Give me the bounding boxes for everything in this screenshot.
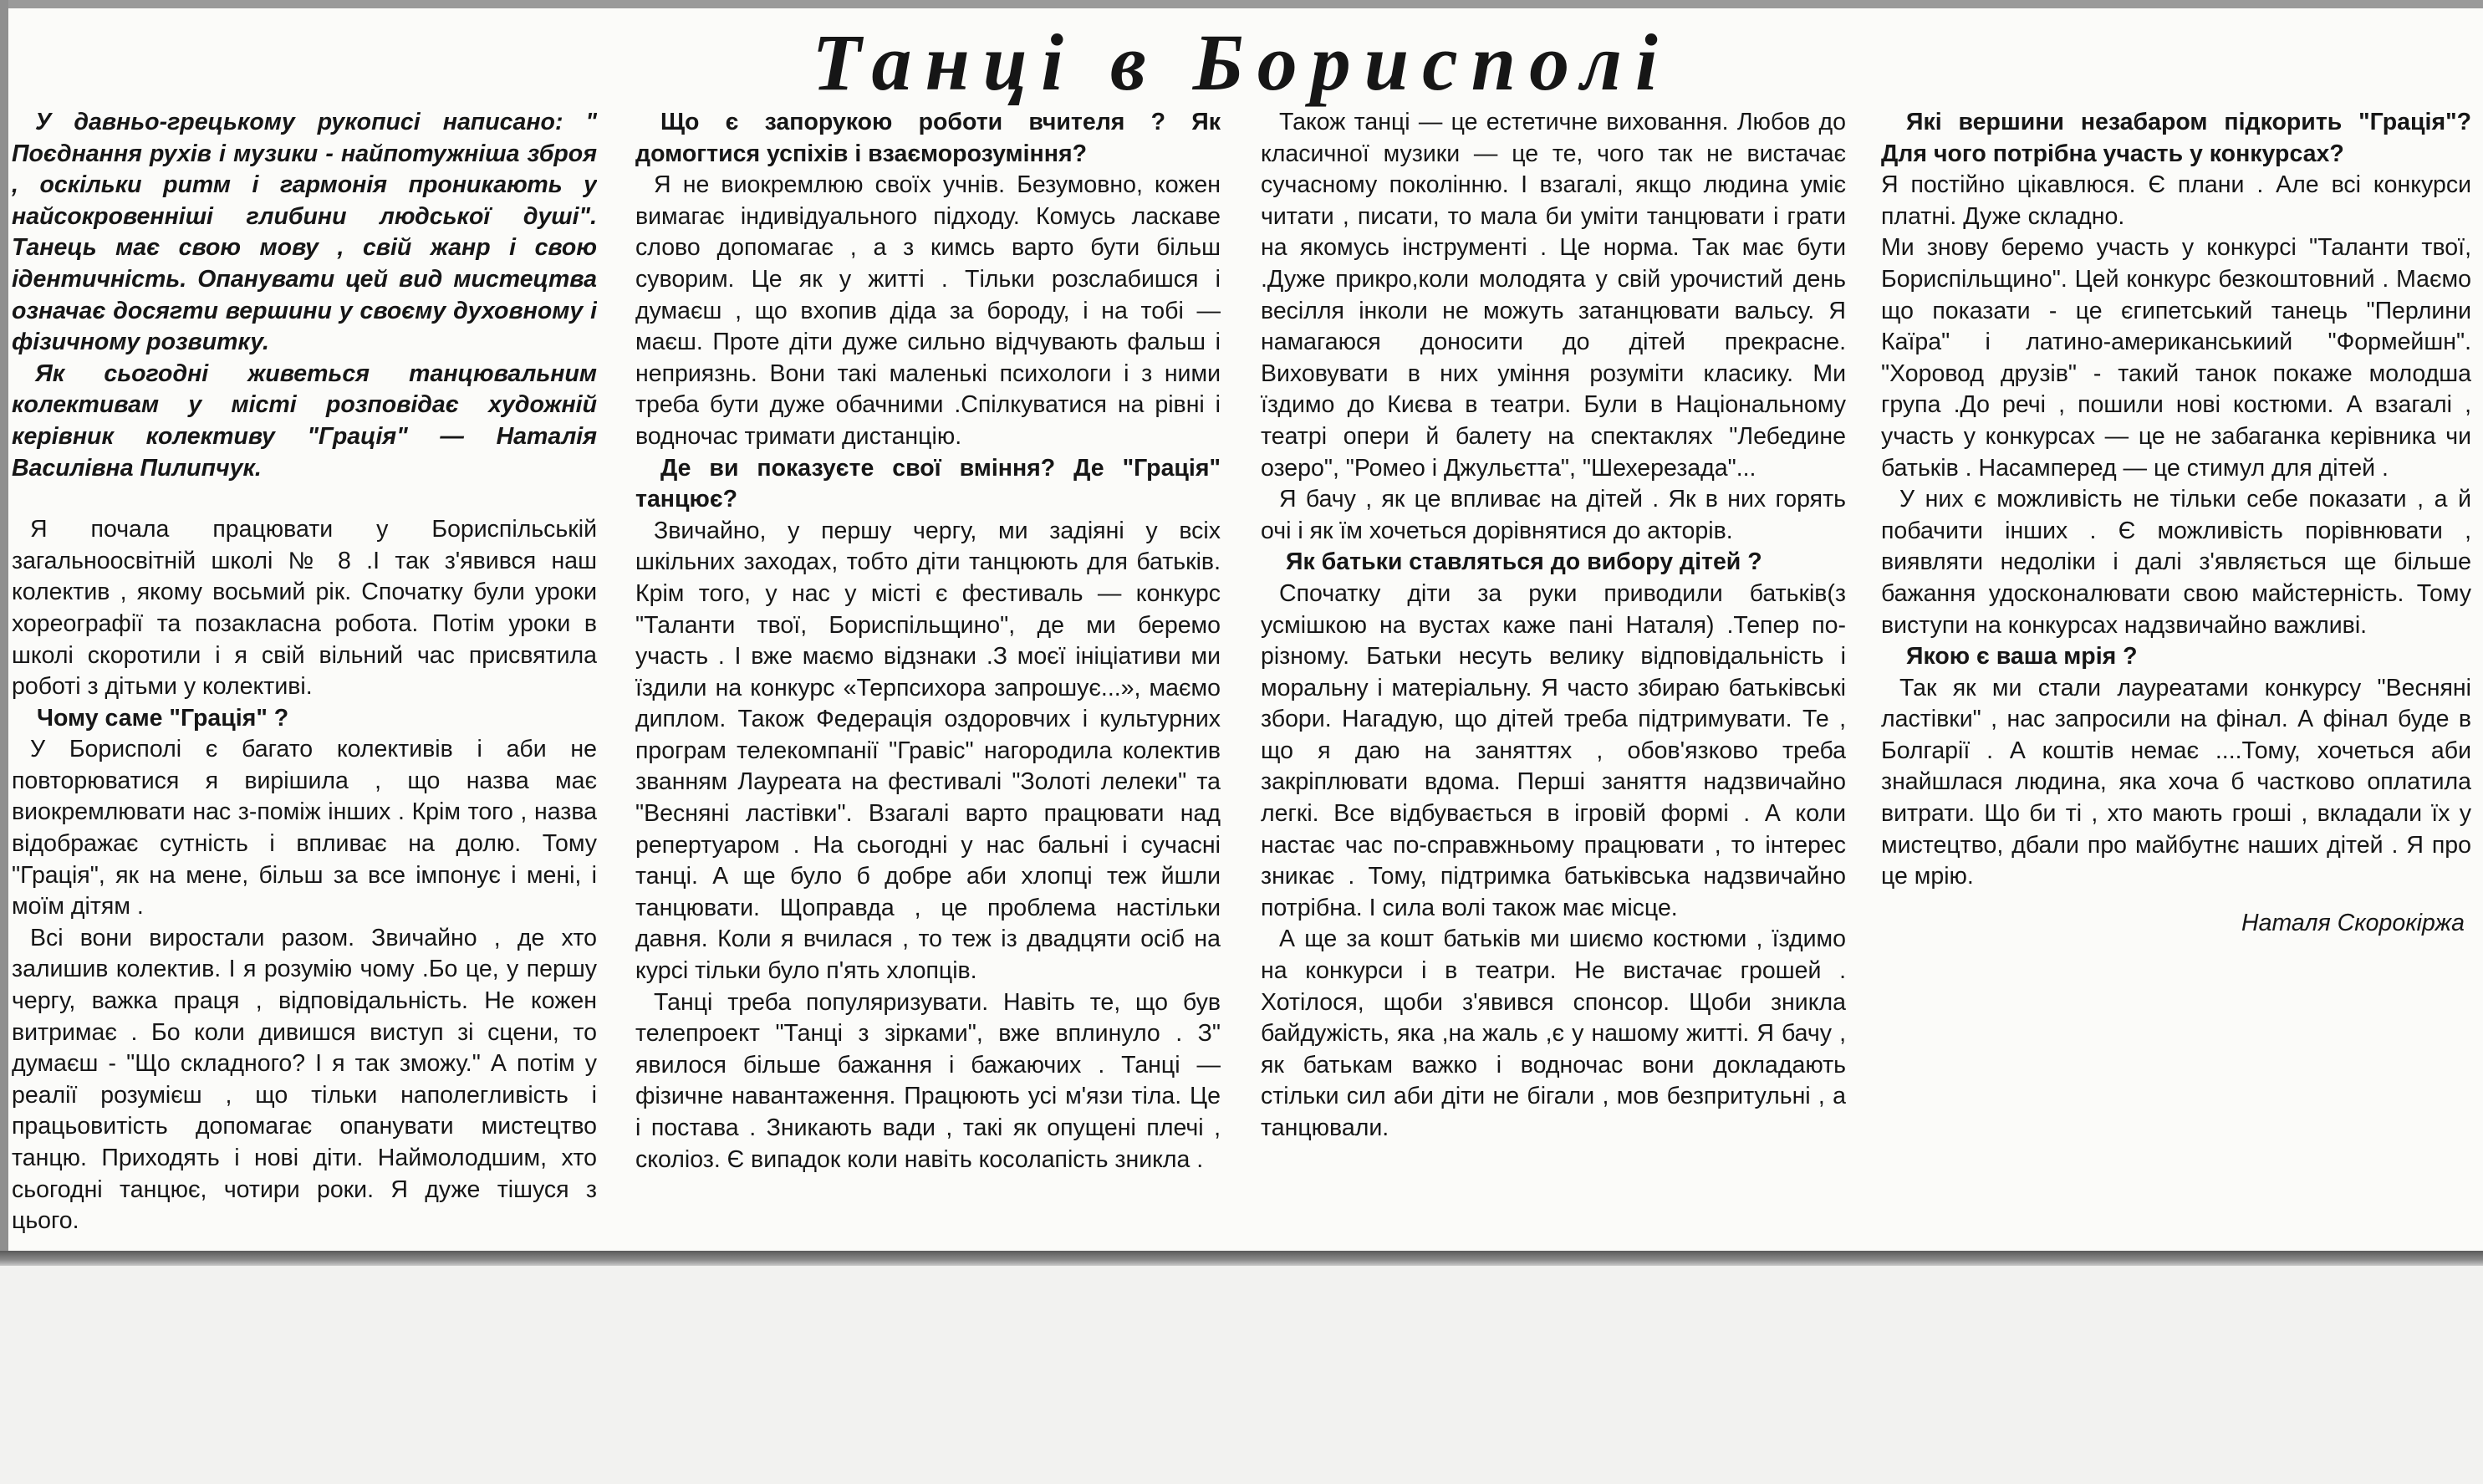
interview-question: Де ви показуєте свої вміння? Де "Грація" танцює? <box>635 454 1221 513</box>
interview-question: Чому саме "Грація" ? <box>37 704 289 732</box>
interview-question: Які вершини незабаром підкорить "Грація"? Для чого потрібна участь у конкурсах? <box>1881 109 2471 167</box>
article-column-1 <box>12 107 597 1244</box>
paragraph: Так як ми стали лауреатами конкурсу "Весняні ластівки" , нас запросили на фінал. А фінал буде в Болгарії . А коштів немає ....Тому, хочеться аби знайшлася людина, яка хоча б частково оплатила витрати. Що би ті , хто мають гроші , вкладали їх у мистецтво, дбали про майбутнє наших дітей . Я про це мрію. <box>1881 674 2471 890</box>
interview-question: Як батьки ставляться до вибору дітей ? <box>1286 548 1762 576</box>
lead-paragraph: Як сьогодні живеться танцювальним колективам у місті розповідає художній керівник колективу "Грація" — Наталія Василівна Пилипчук. <box>12 360 597 482</box>
paragraph: Спочатку діти за руки приводили батьків(з усмішкою на вустах каже пані Наталя) .Тепер по-різному. Батьки несуть велику відповідальність і моральну і матеріальну. Я часто збираю батьківські збори. Нагадую, що дітей треба підтримувати. Те , що я даю на заняттях , обов'язково треба закріплювати вдома. Перші заняття надзвичайно легкі. Все відбувається в ігровій формі . А коли настає час по-справжньому працювати , то інтерес зникає . Тому, підтримка батьківська надзвичайно потрібна. І сила волі також має місце. <box>1261 579 1846 921</box>
paragraph: Звичайно, у першу чергу, ми задіяні у всіх шкільних заходах, тобто діти танцюють для батьків. Крім того, у нас у місті є фестиваль — конкурс "Таланти твої, Бориспільщино", де ми беремо участь . І вже маємо відзнаки .З моєї ініціативи ми їздили на конкурс «Терпсихора запрошує...», маємо диплом. Також Федерація оздоровчих і культурних програм телекомпанії "Гравіс" нагородила колектив званням Лауреата на фестивалі "Золоті лелеки" та "Весняні ластівки". Взагалі варто працювати над репертуаром . На сьогодні у нас бальні і сучасні танці. А ще було б добре аби хлопці теж йшли танцювати. Щоправда , це проблема настільки давня. Коли я вчилася , то теж із двадцяти осіб на курсі тільки було п'ять хлопців. <box>635 517 1221 985</box>
blank-paper-area <box>0 1266 2483 1484</box>
paragraph: Я почала працювати у Бориспільській загальноосвітній школі № 8 .І так з'явився наш колектив , якому восьмий рік. Спочатку були уроки хореографії та позакласна робота. Потім уроки в школі скоротили і я свій вільний час присвятила роботі з дітьми у колективі. <box>12 516 597 701</box>
interview-question: Якою є ваша мрія ? <box>1906 643 2138 671</box>
paragraph: Я не виокремлюю своїх учнів. Безумовно, кожен вимагає індивідуального підходу. Комусь ласкаве слово допомагає , а з кимсь варто бути більш суворим. Це як у житті . Тільки розслабишся і думаєш , що вхопив діда за бороду, і на тобі — маєш. Проте діти дуже сильно відчувають фальш і неприязнь. Вони такі маленькі психологи і з ними треба бути дуже обачними .Спілкуватися на рівні і водночас тримати дистанцію. <box>635 171 1221 450</box>
lead-paragraph: У давньо-грецькому рукописі написано: " Поєднання рухів і музики - найпотужніша зброя , оскільки ритм і гармонія проникають у найсокровенніші глибини людської душі". Танець має свою мову , свій жанр і свою ідентичність. Опанувати цей вид мистецтва означає досягти вершини у своєму духовному і фізичному розвитку. <box>12 109 597 356</box>
paragraph: У Борисполі є багато колективів і аби не повторюватися я вирішила , що назва має виокремлювати нас з-поміж інших . Крім того , назва відображає сутність і впливає на долю. Тому "Грація", як на мене, більш за все імпонує і мені, і моїм дітям . <box>12 736 597 920</box>
article-column-3 <box>1261 107 1846 1244</box>
interview-question: Що є запорукою роботи вчителя ? Як домогтися успіхів і взаєморозуміння? <box>635 109 1221 167</box>
paragraph: А ще за кошт батьків ми шиємо костюми , їздимо на конкурси і в театри. Не вистачає грошей . Хотілося, щоби з'явився спонсор. Щоби зникла байдужість, яка ,на жаль ,є у нашому житті. Я бачу , як батькам важко і водночас вони докладають стільки сил аби діти не бігали , мов безпритульні , а танцювали. <box>1261 926 1846 1141</box>
scan-border-bottom <box>0 1251 2483 1266</box>
scan-border-top <box>0 0 2483 8</box>
paragraph: Також танці — це естетичне виховання. Любов до класичної музики — це те, чого так не вистачає сучасному поколінню. І взагалі, якщо людина уміє читати , писати, то мала би уміти танцювати і грати на якомусь інструменті . Це норма. Так має бути .Дуже прикро,коли молодята у свій урочистий день весілля інколи не можуть затанцювати вальсу. Я намагаюся доносити до дітей прекрасне. Виховувати в них уміння розуміти класику. Ми їздимо до Києва в театри. Були в Національному театрі опери й балету на спектаклях "Лебедине озеро", "Ромео і Джульєтта", "Шехерезада"... <box>1261 109 1846 482</box>
article-column-4 <box>1881 107 2471 1244</box>
scan-border-left <box>0 0 8 1262</box>
paragraph: У них є можливість не тільки себе показати , а й побачити інших . Є можливість порівнювати , виявляти недоліки і далі з'являється ще більше бажання удосконалювати свою майстерність. Тому виступи на конкурсах надзвичайно важливі. <box>1881 486 2471 639</box>
article-headline: Танці в Борисполі <box>812 18 1671 107</box>
paragraph: Танці треба популяризувати. Навіть те, що був телепроект "Танці з зірками", вже вплинуло . З" явилося більше бажання і бажаючих . Танці — фізичне навантаження. Працюють усі м'язи тіла. Це і постава . Зникають вади , такі як опущені плечі , сколіоз. Є випадок коли навіть косолапість зникла . <box>635 988 1221 1173</box>
paragraph: Ми знову беремо участь у конкурсі "Таланти твої, Бориспільщино". Цей конкурс безкоштовний . Маємо що показати - це єгипетський танець "Перлини Каїра" і латино-американськиий "Формейшн". "Хоровод друзів" - такий танок покаже молодша група .До речі , пошили нові костюми. А взагалі , участь у конкурсах — це не забаганка керівника чи батьків . Насамперед — це стимул для дітей . <box>1881 234 2471 482</box>
paragraph: Я постійно цікавлюся. Є плани . Але всі конкурси платні. Дуже складно. <box>1881 171 2471 230</box>
paragraph: Я бачу , як це впливає на дітей . Як в них горять очі і як їм хочеться дорівнятися до акторів. <box>1261 486 1846 544</box>
author-signature: Наталя Скорокіржа <box>2241 909 2465 936</box>
paragraph: Всі вони виростали разом. Звичайно , де хто залишив колектив. І я розумію чому .Бо це, у першу чергу, важка праця , відповідальність. Не кожен витримає . Бо коли дивишся виступ зі сцени, то думаєш - "Що складного? І я так зможу." А потім у реалії розумієш , що тільки наполегливість і працьовитість допомагає опанувати мистецтво танцю. Приходять і нові діти. Наймолодшим, хто сьогодні танцює, чотири роки. Я дуже тішуся з цього. <box>12 924 597 1235</box>
article-column-2 <box>635 107 1221 1244</box>
